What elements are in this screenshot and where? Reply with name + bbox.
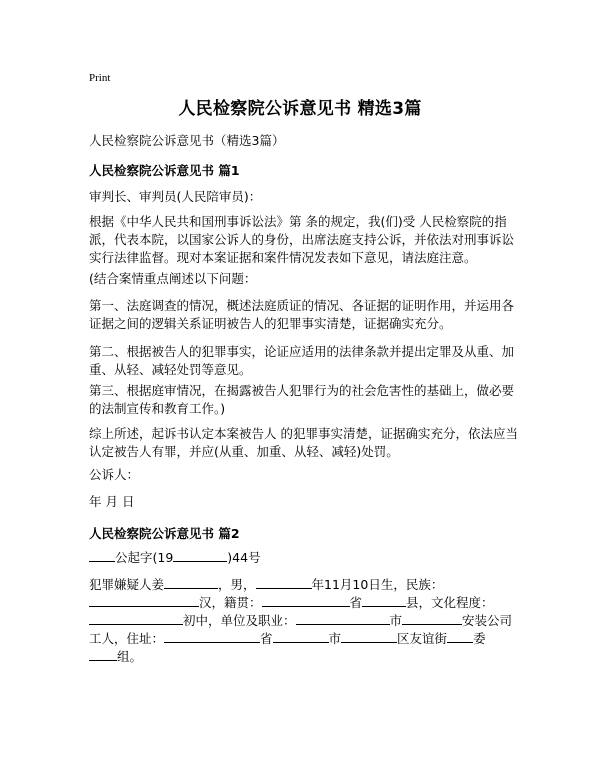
- address-label: 工人，住址：: [89, 631, 165, 646]
- city-text: 市: [328, 631, 342, 646]
- blank-field: [164, 576, 218, 589]
- reference-suffix: )44号: [227, 550, 261, 565]
- blank-field: [262, 594, 350, 607]
- province-text: 省: [260, 631, 273, 646]
- blank-field: [173, 549, 227, 562]
- section2-line-1: [89, 576, 443, 594]
- section1-prosecutor: 公诉人：: [89, 467, 140, 482]
- document-subtitle: 人民检察院公诉意见书（精选3篇）: [89, 133, 285, 148]
- reference-prefix: 公起字(19: [115, 550, 174, 565]
- blank-field: [296, 612, 390, 625]
- section2-line-5: [89, 648, 142, 666]
- street-text: 区友谊街: [397, 631, 448, 646]
- company-text: 安装公司: [462, 613, 513, 628]
- blank-field: [341, 630, 397, 643]
- section1-paragraph-4: 第二、根据被告人的犯罪事实，论证应适用的法律条款并提出定罪及从重、加重、从轻、减轻处罚等意见。: [89, 344, 515, 377]
- document-title: 人民检察院公诉意见书 精选3篇: [178, 99, 422, 119]
- blank-field: [89, 594, 199, 607]
- blank-field: [164, 630, 260, 643]
- blank-field: [447, 630, 473, 643]
- province-text: 省: [349, 595, 363, 610]
- birth-text: 年11月10日生，民族：: [311, 577, 444, 592]
- blank-field: [362, 594, 406, 607]
- blank-field: [89, 612, 183, 625]
- occupation-text: 初中，单位及职业：: [183, 613, 296, 628]
- blank-field: [402, 612, 462, 625]
- section1-paragraph-2: (结合案情重点阐述以下问题：: [89, 271, 257, 286]
- section1-salutation: 审判长、审判员(人民陪审员)：: [89, 189, 262, 204]
- section2-line-3: [89, 612, 512, 630]
- blank-field: [89, 648, 117, 661]
- section1-paragraph-6: 综上所述，起诉书认定本案被告人 的犯罪事实清楚，证据确实充分，依法应当认定被告人有罪，并应(从重、加重、从轻、减轻)处罚。: [89, 426, 518, 459]
- education-text: 县，文化程度：: [406, 595, 494, 610]
- section1-paragraph-1: 根据《中华人民共和国刑事诉讼法》第 条的规定，我(们)受 人民检察院的指派，代表本院，以国家公诉人的身份，出席法庭支持公诉，并依法对刑事诉讼实行法律监督。现对本案证据和案件情况发表如下意见，请法庭注意。: [89, 214, 515, 265]
- city-text: 市: [389, 613, 403, 628]
- section1-heading: 人民检察院公诉意见书 篇1: [89, 163, 240, 178]
- suspect-label: 犯罪嫌疑人姜: [89, 577, 165, 592]
- blank-field: [273, 630, 329, 643]
- section1-date: 年 月 日: [89, 494, 135, 509]
- blank-field: [256, 576, 312, 589]
- section1-paragraph-5: 第三、根据庭审情况，在揭露被告人犯罪行为的社会危害性的基础上，做必要的法制宣传和教育工作。): [89, 383, 515, 416]
- section2-heading: 人民检察院公诉意见书 篇2: [89, 526, 240, 541]
- committee-text: 委: [473, 631, 486, 646]
- origin-text: 汉，籍贯：: [199, 595, 262, 610]
- group-text: 组。: [117, 649, 143, 664]
- gender-text: ，男，: [218, 577, 256, 592]
- section1-paragraph-3: 第一、法庭调查的情况，概述法庭质证的情况、各证据的证明作用，并运用各证据之间的逻辑关系证明被告人的犯罪事实清楚，证据确实充分。: [89, 298, 515, 331]
- blank-field: [89, 549, 115, 562]
- print-label[interactable]: Print: [89, 72, 111, 84]
- section2-line-2: [89, 594, 494, 612]
- section2-reference-line: [89, 549, 261, 567]
- section2-line-4: [89, 630, 486, 648]
